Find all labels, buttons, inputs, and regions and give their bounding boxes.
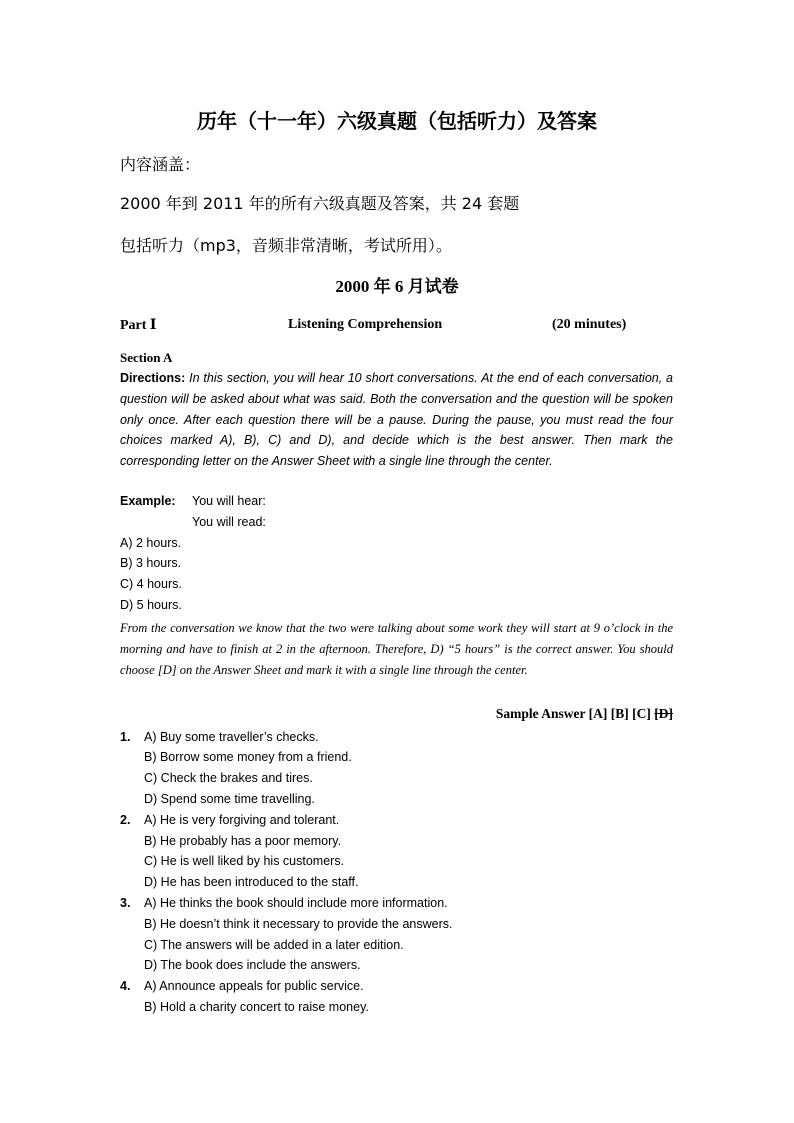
intro-label: 内容涵盖： xyxy=(120,155,201,174)
directions-text: In this section, you will hear 10 short conversations. At the end of each conversation, a question will be asked about what was said. Both the conversation and the question will be spoken only once. After each question there will be a pause. During the pause, you must read the four choices marked A), B), C) and D), and decide which is the best answer. Then mark the corresponding letter on the Answer Sheet with a single line through the center. xyxy=(120,371,674,469)
question-option: B) Borrow some money from a friend. xyxy=(144,750,352,764)
document-title: 历年（十一年）六级真题（包括听力）及答案 xyxy=(197,109,597,133)
paper-title: 2000 年 6 月试卷 xyxy=(335,277,459,296)
example-option: D) 5 hours. xyxy=(120,598,182,612)
question-option: B) Hold a charity concert to raise money. xyxy=(144,1000,369,1014)
question-option: C) The answers will be added in a later edition. xyxy=(144,938,404,952)
example-option: A) 2 hours. xyxy=(120,536,182,550)
question-option: D) He has been introduced to the staff. xyxy=(144,875,359,889)
part-name: Listening Comprehension xyxy=(288,317,443,332)
example-option: B) 3 hours. xyxy=(120,556,182,570)
question-option: A) Buy some traveller’s checks. xyxy=(144,730,319,744)
example-label: Example: xyxy=(120,494,176,508)
question-option: B) He probably has a poor memory. xyxy=(144,834,342,848)
part-label: Part Ⅰ xyxy=(120,318,157,333)
question-option: C) Check the brakes and tires. xyxy=(144,771,313,785)
question-option: C) He is well liked by his customers. xyxy=(144,854,345,868)
example-read: You will read: xyxy=(192,515,266,529)
question-option: B) He doesn’t think it necessary to provide the answers. xyxy=(144,917,453,931)
question-number: 3. xyxy=(120,896,131,910)
sample-answer-struck: [D] xyxy=(654,706,673,721)
question-number: 1. xyxy=(120,730,131,744)
example-explanation: From the conversation we know that the two were talking about some work they will start at 9 o’clock in the morning and have to finish at 2 in the afternoon. Therefore, D) “5 hours” is the correct answer. You should choose [D] on the Answer Sheet and mark it with a single line through the center. xyxy=(120,621,673,677)
question-number: 4. xyxy=(120,979,131,993)
section-heading: Section A xyxy=(120,350,173,365)
sample-answer-prefix: Sample Answer [A] [B] [C] xyxy=(495,706,655,721)
intro-line-1: 2000 年到 2011 年的所有六级真题及答案，共 24 套题 xyxy=(120,194,520,213)
directions-label: Directions: xyxy=(120,371,186,385)
example-hear: You will hear: xyxy=(192,494,266,508)
question-option: D) The book does include the answers. xyxy=(144,958,361,972)
question-option: A) He thinks the book should include more information. xyxy=(144,896,448,910)
part-time: (20 minutes) xyxy=(552,317,627,332)
sample-answer xyxy=(496,706,673,722)
question-option: A) He is very forgiving and tolerant. xyxy=(144,813,340,827)
intro-line-2: 包括听力（mp3，音频非常清晰，考试所用）。 xyxy=(120,236,452,255)
question-number: 2. xyxy=(120,813,131,827)
question-option: A) Announce appeals for public service. xyxy=(144,979,364,993)
example-option: C) 4 hours. xyxy=(120,577,182,591)
directions xyxy=(120,368,673,472)
question-option: D) Spend some time travelling. xyxy=(144,792,315,806)
